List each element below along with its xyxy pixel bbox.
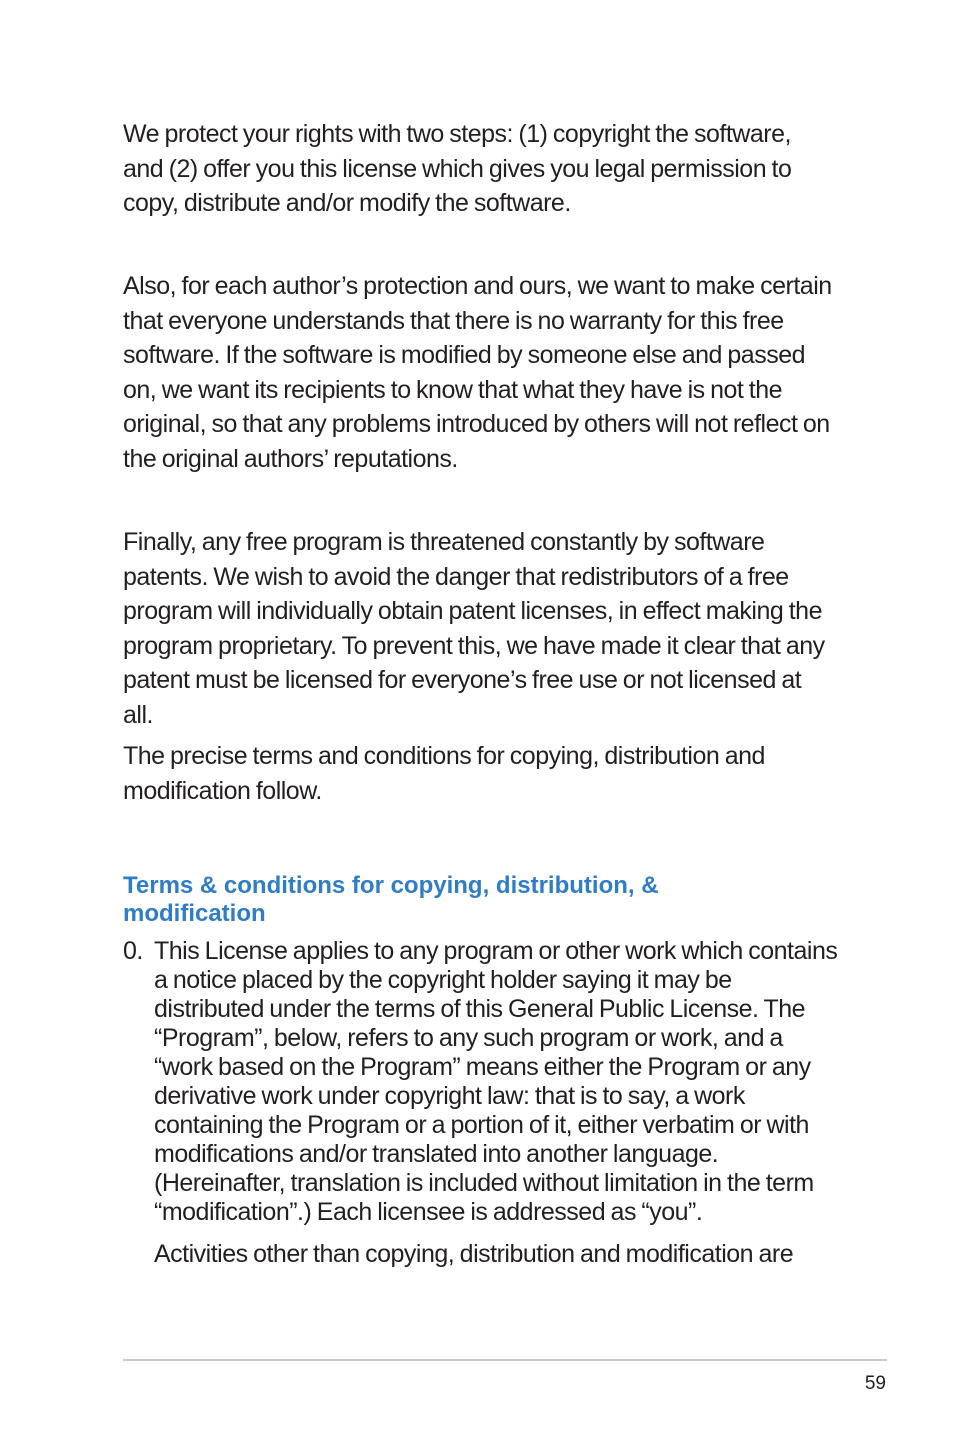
list-item-continuation: Activities other than copying, distribution and modification are — [154, 1240, 794, 1268]
paragraph-no-warranty: Also, for each author’s protection and ours, we want to make certain that everyone understands that there is no warranty for this free software. If the software is modified by someone else and passed on, we want its recipients to know that what they have is not the original, so that any problems introduced by others will not reflect on the original authors’ reputations. — [123, 272, 832, 473]
footer-divider — [123, 1359, 887, 1361]
paragraph-rights-steps: We protect your rights with two steps: (1) copyright the software, and (2) offer you this license which gives you legal permission to copy, distribute and/or modify the software. — [123, 120, 792, 218]
list-item-text: This License applies to any program or other work which contains a notice placed by the copyright holder saying it may be distributed under the terms of this General Public License. The “Program”, below, refers to any such program or work, and a “work based on the Program” means either the Program or any derivative work under copyright law: that is to say, a work containing the Program or a portion of it, either verbatim or with modifications and/or translated into another language. (Hereinafter, translation is included without limitation in the term “modification”.) Each licensee is addressed as “you”. — [154, 937, 838, 1226]
paragraph-patents: Finally, any free program is threatened constantly by software patents. We wish to avoid the danger that redistributors of a free program will individually obtain patent licenses, in effect making the program proprietary. To prevent this, we have made it clear that any patent must be licensed for everyone’s free use or not licensed at all. — [123, 528, 825, 729]
section-heading: Terms & conditions for copying, distribution, & modification — [123, 872, 659, 927]
list-item-number: 0. — [123, 937, 143, 965]
paragraph-terms-follow: The precise terms and conditions for copying, distribution and modification follow. — [123, 742, 765, 805]
page-number: 59 — [864, 1373, 886, 1394]
